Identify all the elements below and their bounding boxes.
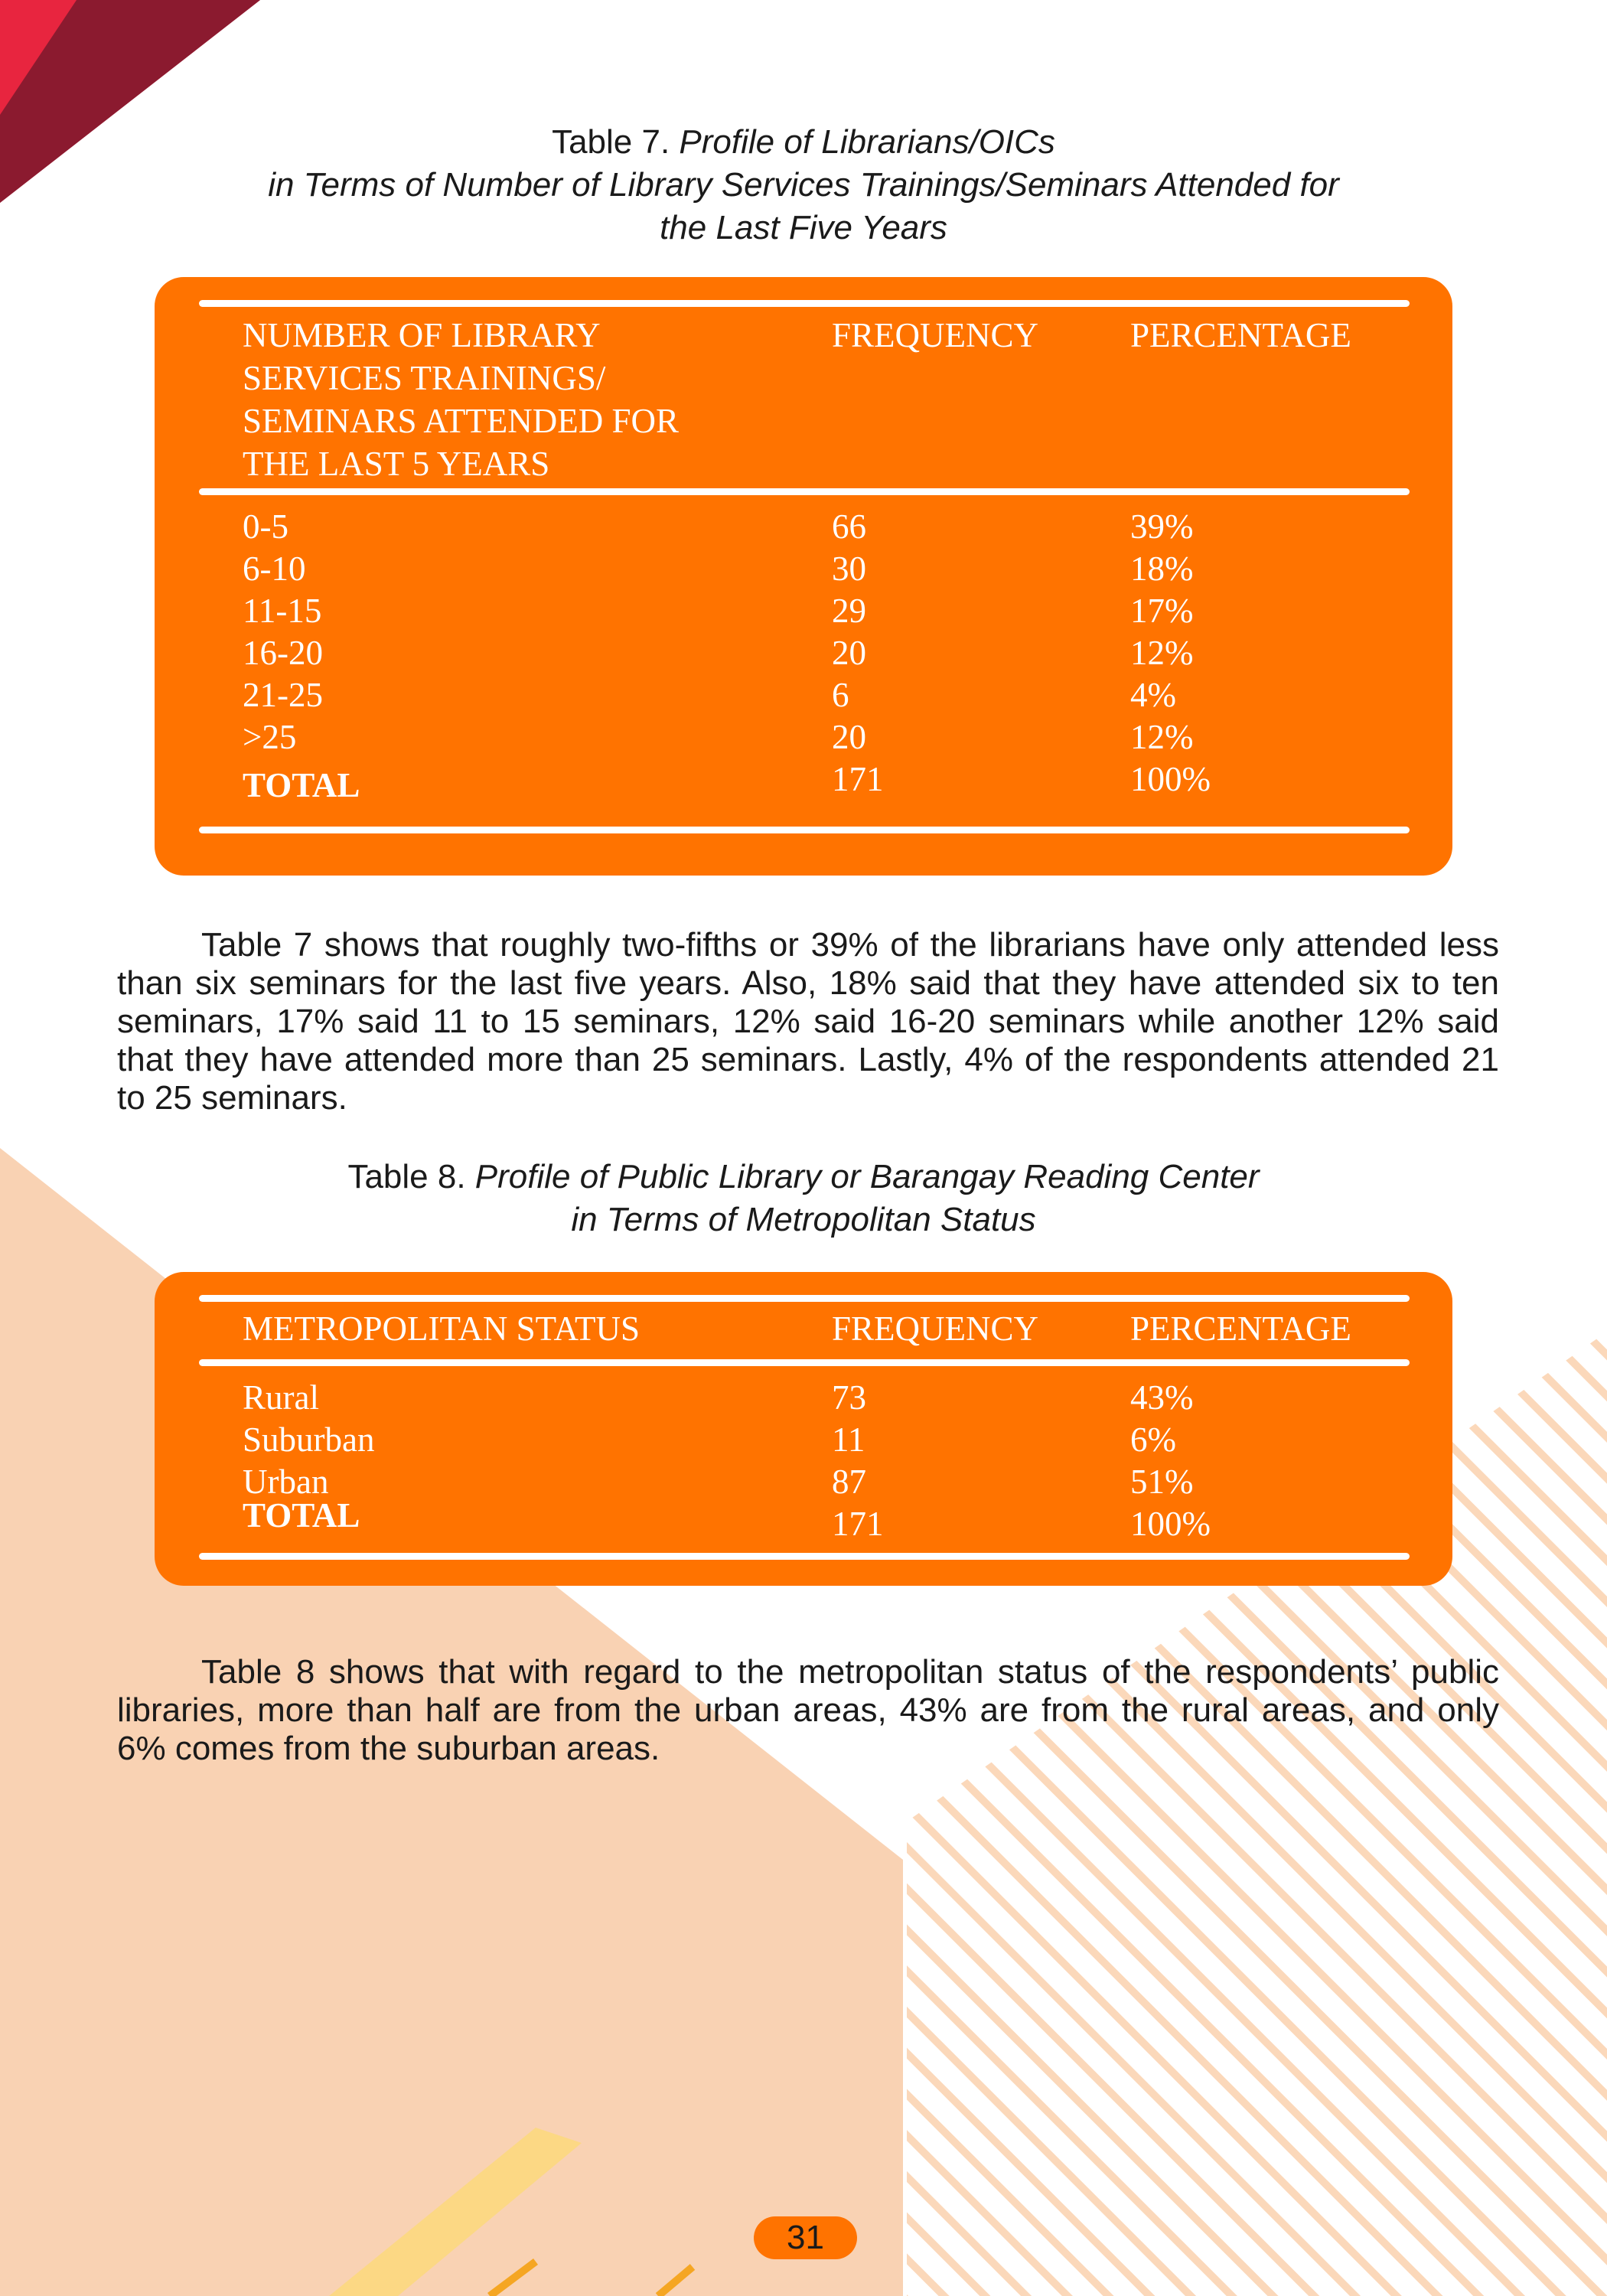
table7-caption-line3: the Last Five Years xyxy=(660,209,947,246)
table8-header-frequency: FREQUENCY xyxy=(832,1309,1039,1348)
table7-header-frequency: FREQUENCY xyxy=(832,316,1039,354)
table-rule xyxy=(199,300,1410,307)
table8-cell-status: Rural xyxy=(243,1378,319,1417)
table7-header-category: NUMBER OF LIBRARY SERVICES TRAININGS/ SEMINARS ATTENDED FOR THE LAST 5 YEARS xyxy=(243,316,680,483)
table8 xyxy=(155,1272,1452,1586)
table7-caption-line1: Profile of Librarians/OICs xyxy=(679,123,1055,161)
table8-cell-percentage: 43% xyxy=(1130,1378,1194,1417)
table7 xyxy=(155,277,1452,876)
table8-caption xyxy=(115,1156,1492,1241)
table8-caption-prefix: Table 8. xyxy=(347,1158,466,1195)
table8-description: Table 8 shows that with regard to the metropolitan status of the respondents’ public libraries, more than half are from the urban areas, 43% are from the rural areas, and only 6% comes from the suburban areas. xyxy=(117,1653,1499,1767)
table7-caption-line2: in Terms of Number of Library Services Trainings/Seminars Attended for xyxy=(268,166,1339,204)
table8-cell-percentage: 51% xyxy=(1130,1463,1194,1501)
table7-cell-range: 16-20 xyxy=(243,634,323,672)
table7-header-percentage: PERCENTAGE xyxy=(1130,316,1351,354)
table7-caption xyxy=(115,121,1492,249)
table7-cell-percentage: 18% xyxy=(1130,550,1194,588)
table7-cell-range: 11-15 xyxy=(243,592,322,630)
table7-cell-frequency: 6 xyxy=(832,676,849,714)
table7-cell-frequency: 20 xyxy=(832,634,866,672)
table8-cell-status: Suburban xyxy=(243,1420,375,1459)
table-rule xyxy=(199,1359,1410,1366)
table7-cell-range: 21-25 xyxy=(243,676,323,714)
table8-caption-line2: in Terms of Metropolitan Status xyxy=(571,1201,1036,1238)
table7-caption-prefix: Table 7. xyxy=(552,123,670,161)
table8-cell-percentage: 6% xyxy=(1130,1420,1176,1459)
table7-cell-range: 6-10 xyxy=(243,550,306,588)
table8-cell-frequency: 87 xyxy=(832,1463,866,1501)
table7-total-label: TOTAL xyxy=(243,766,360,804)
table8-header-category: METROPOLITAN STATUS xyxy=(243,1309,641,1348)
table7-total-percentage: 100% xyxy=(1130,760,1211,798)
table-rule xyxy=(199,1553,1410,1560)
table7-cell-range: >25 xyxy=(243,718,297,756)
table7-total-frequency: 171 xyxy=(832,760,884,798)
table7-cell-frequency: 66 xyxy=(832,507,866,546)
table7-cell-frequency: 20 xyxy=(832,718,866,756)
table7-description: Table 7 shows that roughly two-fifths or 39% of the librarians have only attended less than six seminars for the last five years. Also, 18% said that they have attended six to ten seminars, 17% said 11 to 15 seminars, 12% said 16-20 seminars while another 12% said that they have attended more than 25 seminars. Lastly, 4% of the respondents attended 21 to 25 seminars. xyxy=(117,926,1499,1117)
table7-cell-percentage: 4% xyxy=(1130,676,1176,714)
table7-cell-frequency: 30 xyxy=(832,550,866,588)
table8-cell-frequency: 11 xyxy=(832,1420,865,1459)
table7-cell-frequency: 29 xyxy=(832,592,866,630)
table7-cell-range: 0-5 xyxy=(243,507,288,546)
table8-cell-status: Urban xyxy=(243,1463,329,1501)
table-rule xyxy=(199,488,1410,495)
table8-total-frequency: 171 xyxy=(832,1505,884,1543)
table8-cell-frequency: 73 xyxy=(832,1378,866,1417)
table7-cell-percentage: 17% xyxy=(1130,592,1194,630)
table8-header-percentage: PERCENTAGE xyxy=(1130,1309,1351,1348)
table-rule xyxy=(199,827,1410,833)
table7-cell-percentage: 12% xyxy=(1130,634,1194,672)
table7-cell-percentage: 12% xyxy=(1130,718,1194,756)
table7-cell-percentage: 39% xyxy=(1130,507,1194,546)
table8-caption-line1: Profile of Public Library or Barangay Reading Center xyxy=(474,1158,1260,1195)
table8-total-label: TOTAL xyxy=(243,1496,360,1534)
page-number: 31 xyxy=(754,2216,857,2259)
table8-total-percentage: 100% xyxy=(1130,1505,1211,1543)
table-rule xyxy=(199,1295,1410,1302)
